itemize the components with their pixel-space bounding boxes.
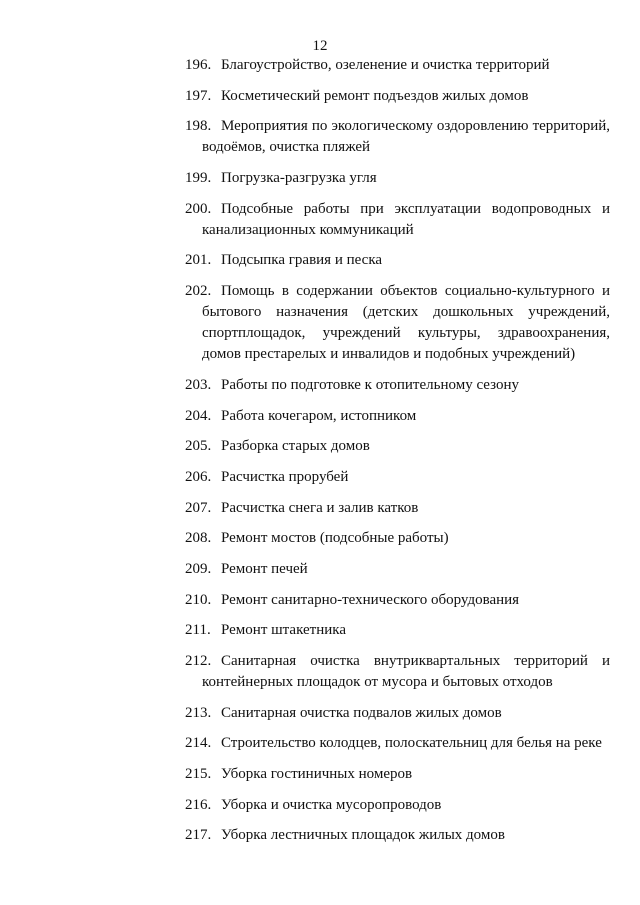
item-number: 216.: [185, 796, 212, 813]
list-item: [185, 116, 610, 158]
item-text: Санитарная очистка внутриквартальных территорий и контейнерных площадок от мусора и бытовых отходов: [202, 653, 610, 690]
item-text: Подсыпка гравия и песка: [221, 252, 383, 269]
list-item: [185, 281, 610, 365]
item-text: Погрузка-разгрузка угля: [221, 170, 377, 187]
item-number: 217.: [185, 827, 212, 844]
item-number: 198.: [185, 118, 212, 135]
list-item: [185, 528, 610, 549]
list-item: [185, 436, 610, 457]
list-item: [185, 703, 610, 724]
work-list: [185, 55, 610, 856]
item-text: Ремонт печей: [221, 560, 308, 577]
item-number: 208.: [185, 530, 212, 547]
list-item: [185, 199, 610, 241]
item-text: Расчистка снега и залив катков: [221, 499, 419, 516]
item-number: 201.: [185, 252, 212, 269]
item-number: 200.: [185, 200, 212, 217]
item-number: 215.: [185, 766, 212, 783]
item-text: Работа кочегаром, истопником: [221, 407, 417, 424]
item-text: Санитарная очистка подвалов жилых домов: [221, 704, 502, 721]
list-item: [185, 498, 610, 519]
list-item: [185, 375, 610, 396]
item-text: Помощь в содержании объектов социально-культурного и бытового назначения (детских дошкольных учреждений, спортплощадок, учреждений культуры, здравоохранения, домов престарелых и инвалидов и подобных учреждений): [202, 283, 610, 363]
item-number: 213.: [185, 704, 212, 721]
item-text: Расчистка прорубей: [221, 468, 349, 485]
list-item: [185, 467, 610, 488]
item-text: Ремонт санитарно-технического оборудования: [221, 591, 520, 608]
item-number: 196.: [185, 57, 212, 73]
item-text: Подсобные работы при эксплуатации водопроводных и канализационных коммуникаций: [202, 200, 610, 238]
item-text: Уборка гостиничных номеров: [221, 766, 413, 783]
list-item: [185, 620, 610, 641]
item-number: 197.: [185, 87, 212, 104]
item-text: Ремонт штакетника: [221, 622, 346, 639]
item-number: 212.: [185, 653, 212, 669]
item-number: 207.: [185, 499, 212, 516]
item-text: Строительство колодцев, полоскательниц для белья на реке: [221, 735, 602, 752]
item-number: 211.: [185, 622, 211, 639]
item-text: Уборка лестничных площадок жилых домов: [221, 827, 505, 844]
item-text: Благоустройство, озеленение и очистка территорий: [221, 57, 550, 73]
list-item: [185, 86, 610, 107]
list-item: [185, 825, 610, 846]
item-text: Разборка старых домов: [221, 438, 370, 455]
item-text: Работы по подготовке к отопительному сезону: [221, 376, 519, 393]
item-number: 202.: [185, 283, 212, 300]
item-number: 214.: [185, 735, 212, 752]
list-item: [185, 559, 610, 580]
item-text: Мероприятия по экологическому оздоровлению территорий, водоёмов, очистка пляжей: [202, 118, 610, 156]
item-number: 210.: [185, 591, 212, 608]
list-item: [185, 764, 610, 785]
list-item: [185, 590, 610, 611]
item-number: 199.: [185, 170, 212, 187]
item-text: Ремонт мостов (подсобные работы): [221, 530, 449, 547]
item-number: 206.: [185, 468, 212, 485]
list-item: [185, 733, 610, 754]
list-item: [185, 250, 610, 271]
list-item: [185, 406, 610, 427]
item-number: 203.: [185, 376, 212, 393]
list-item: [185, 55, 610, 76]
list-item: [185, 795, 610, 816]
item-number: 209.: [185, 560, 212, 577]
page-number: 12: [312, 38, 328, 54]
item-text: Косметический ремонт подъездов жилых домов: [221, 87, 529, 104]
item-number: 204.: [185, 407, 212, 424]
list-item: [185, 651, 610, 693]
list-item: [185, 168, 610, 189]
item-text: Уборка и очистка мусоропроводов: [221, 796, 442, 813]
item-number: 205.: [185, 438, 212, 455]
